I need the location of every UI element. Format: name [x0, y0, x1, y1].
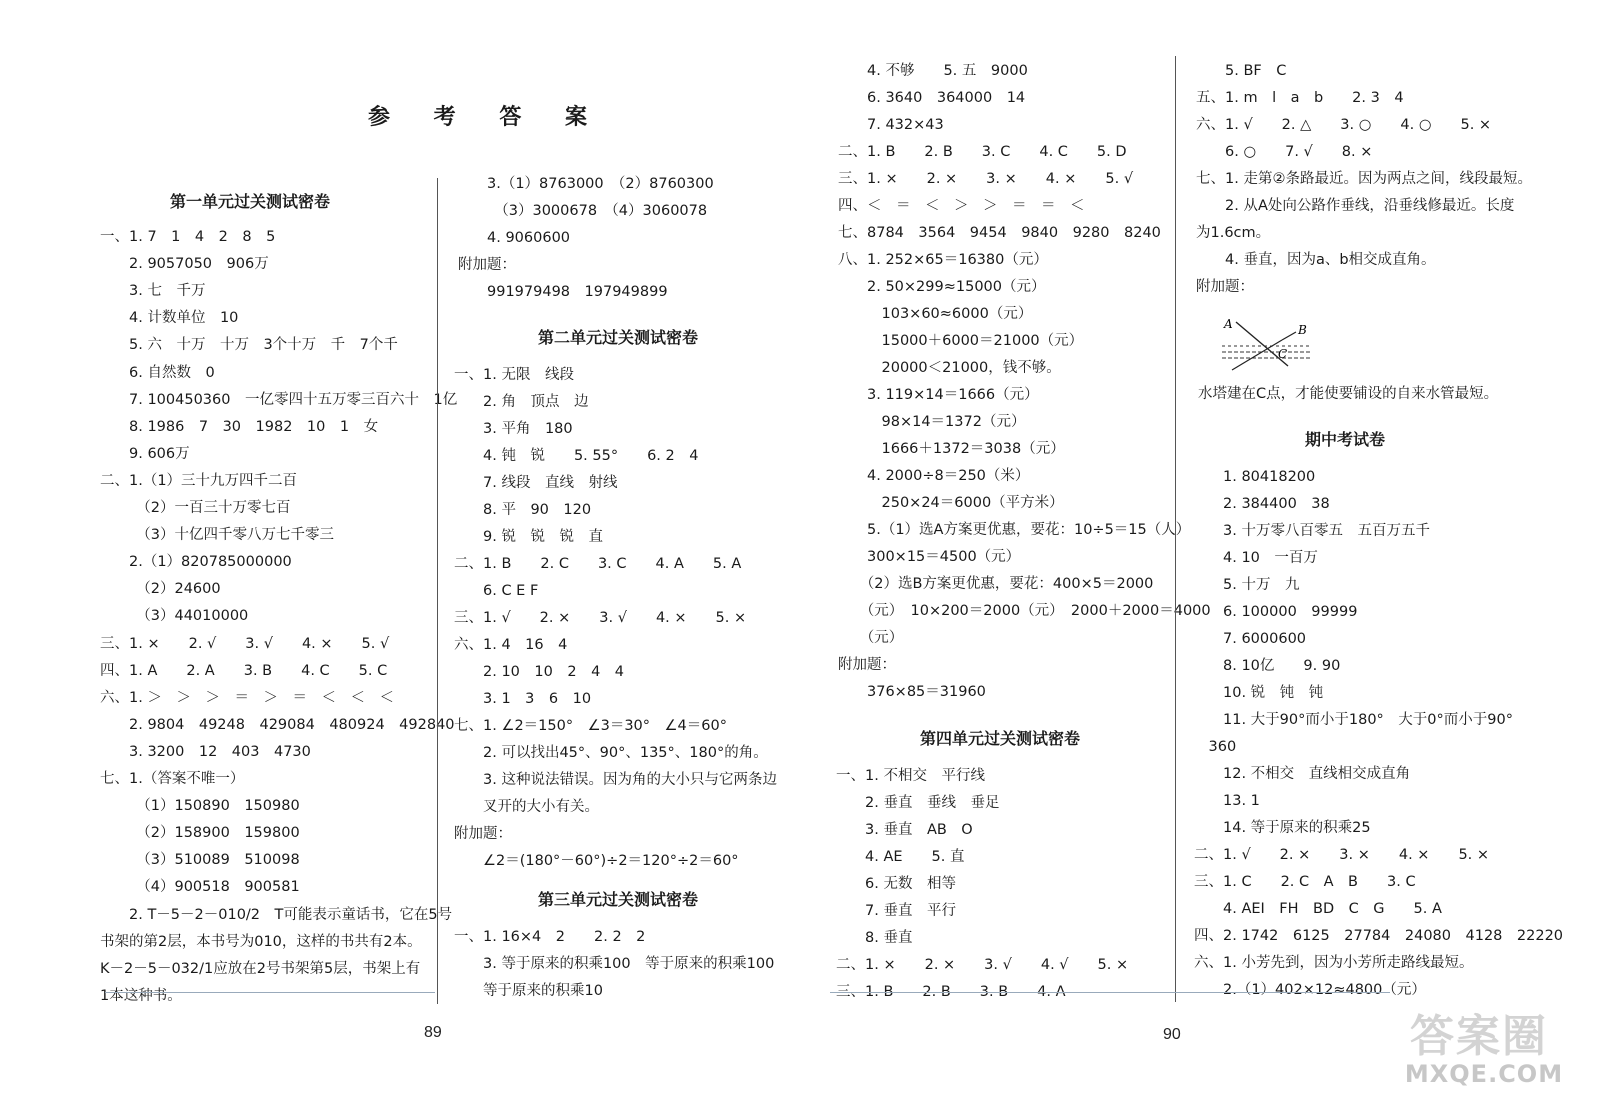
answer-line: 3.（1）8763000 （2）8760300	[458, 176, 714, 192]
answer-line: 7. 垂直 平行	[836, 903, 956, 919]
answer-line: （3）3000678 （4）3060078	[458, 203, 708, 219]
section-heading-midterm: 期中考试卷	[1304, 430, 1385, 449]
answer-line: 13. 1	[1194, 793, 1260, 809]
answer-line: 一、1. 7 1 4 2 8 5	[100, 229, 276, 245]
answer-line: （1）150890 150980	[100, 798, 300, 815]
answer-line: 2. 10 10 2 4 4	[454, 664, 625, 680]
answer-line: （3）44010000	[100, 608, 249, 625]
answer-line: 15000＋6000＝21000（元）	[838, 333, 1084, 349]
answer-line: 8. 10亿 9. 90	[1194, 658, 1341, 674]
answer-line: 二、1. B 2. B 3. C 4. C 5. D	[838, 144, 1127, 160]
answer-line: 4. 不够 5. 五 9000	[838, 63, 1028, 79]
figure-label-a: A	[1224, 318, 1233, 331]
watermark-logo	[1404, 1000, 1564, 1096]
answer-line: 一、1. 不相交 平行线	[836, 768, 985, 784]
answer-line: （2）选B方案更优惠，要花：400×5＝2000	[838, 576, 1154, 592]
watermark-logo-text: 答案圈	[1410, 1011, 1548, 1062]
answer-line: 六、1. 小芳先到，因为小芳所走路线最短。	[1194, 955, 1474, 971]
answer-line: 附加题：	[454, 826, 512, 842]
answer-line: 3. 十万零八百零五 五百万五千	[1194, 523, 1430, 539]
answer-line: 12. 不相交 直线相交成直角	[1194, 766, 1411, 782]
answer-line: 7. 432×43	[838, 117, 944, 133]
answer-line: 991979498 197949899	[458, 284, 668, 300]
answer-line: 书架的第2层，本书号为010，这样的书共有2本。	[100, 933, 422, 950]
answer-line: 6. 3640 364000 14	[838, 90, 1026, 106]
answer-line: 3. 七 千万	[100, 283, 206, 300]
answer-line: （4）900518 900581	[100, 879, 300, 896]
page-title: 参 考 答 案	[368, 105, 605, 130]
answer-line: 1本这种书。	[100, 987, 182, 1004]
answer-line: K－2－5－032/1应放在2号书架第5层，书架上有	[100, 960, 421, 977]
section-heading-unit3: 第三单元过关测试密卷	[537, 890, 698, 909]
answer-line: 5. 十万 九	[1194, 577, 1300, 593]
answer-line: 三、1. B 2. B 3. B 4. A	[836, 984, 1066, 1000]
answer-line: 三、1. × 2. × 3. × 4. × 5. √	[838, 171, 1134, 187]
answer-line: 3. 等于原来的积乘100 等于原来的积乘100	[454, 956, 775, 972]
answer-line: （3）510089 510098	[100, 852, 300, 869]
answer-line: 3. 垂直 AB O	[836, 822, 973, 838]
answer-line: 附加题：	[458, 257, 516, 273]
answer-line: 二、1. B 2. C 3. C 4. A 5. A	[454, 556, 742, 572]
answer-line: 2. 可以找出45°、90°、135°、180°的角。	[454, 745, 768, 761]
answer-line: 2.（1）402×12≈4800（元）	[1194, 982, 1426, 998]
answer-line: 103×60≈6000（元）	[838, 306, 1033, 322]
answer-line: 2.（1）820785000000	[100, 554, 292, 571]
answer-line: 8. 1986 7 30 1982 10 1 女	[100, 418, 379, 435]
answer-line: 三、1. √ 2. × 3. √ 4. × 5. ×	[454, 610, 747, 626]
footer-line-left	[105, 992, 435, 993]
answer-line: 6. 无数 相等	[836, 876, 956, 892]
answer-line: 三、1. × 2. √ 3. √ 4. × 5. √	[100, 635, 390, 652]
answer-line: 4. 计数单位 10	[100, 310, 239, 327]
answer-line: 98×14＝1372（元）	[838, 414, 1026, 430]
answer-line: 9. 锐 锐 锐 直	[454, 529, 603, 545]
answer-line: 300×15＝4500（元）	[838, 549, 1021, 565]
answer-line: 八、1. 252×65＝16380（元）	[838, 252, 1048, 268]
answer-line: 7. 100450360 一亿零四十五万零三百六十 1亿	[100, 391, 458, 408]
answer-line: 附加题：	[838, 657, 896, 673]
answer-line: 七、1. 走第②条路最近。因为两点之间，线段最短。	[1196, 171, 1532, 187]
answer-line: 4. 钝 锐 5. 55° 6. 2 4	[454, 448, 699, 464]
footer-line-right	[830, 992, 1390, 993]
answer-line: （元）	[838, 630, 904, 646]
answer-line: 六、1. √ 2. △ 3. ○ 4. ○ 5. ×	[1196, 117, 1492, 133]
answer-line: 3. 这种说法错误。因为角的大小只与它两条边	[454, 772, 777, 788]
answer-line: 9. 606万	[100, 445, 190, 462]
answer-line: 6. 自然数 0	[100, 364, 215, 381]
answer-line: （元） 10×200＝2000（元） 2000＋2000＝4000	[838, 603, 1211, 619]
answer-line: 6. C E F	[454, 583, 539, 599]
answer-line: 5. 六 十万 十万 3个十万 千 7个千	[100, 337, 398, 354]
answer-line: 1666＋1372＝3038（元）	[838, 441, 1065, 457]
answer-line: 7. 6000600	[1194, 631, 1307, 647]
figure-label-b: B	[1298, 323, 1307, 337]
answer-line: 一、1. 16×4 2 2. 2 2	[454, 929, 646, 945]
answer-line: 为1.6cm。	[1196, 225, 1271, 241]
answer-line: 8. 垂直	[836, 930, 913, 946]
column-divider	[437, 178, 438, 1004]
answer-line: 四、＜ ＝ ＜ ＞ ＞ ＝ ＝ ＜	[838, 198, 1085, 214]
answer-line: 4. 垂直，因为a、b相交成直角。	[1196, 252, 1436, 268]
answer-line: 14. 等于原来的积乘25	[1194, 820, 1371, 836]
answer-line: 五、1. m l a b 2. 3 4	[1196, 90, 1404, 106]
section-heading-unit1: 第一单元过关测试密卷	[169, 192, 330, 211]
answer-line: 七、1. ∠2＝150° ∠3＝30° ∠4＝60°	[454, 718, 727, 734]
answer-line: 4. AE 5. 直	[836, 849, 965, 865]
section-heading-unit2: 第二单元过关测试密卷	[537, 328, 698, 347]
answer-line: 6. ○ 7. √ 8. ×	[1196, 144, 1373, 160]
answer-line: 4. 2000÷8＝250（米）	[838, 468, 1030, 484]
answer-line: 360	[1194, 739, 1237, 755]
answer-line: 六、1. ＞ ＞ ＞ ＝ ＞ ＝ ＜ ＜ ＜	[100, 689, 394, 706]
answer-line: 2. 50×299≈15000（元）	[838, 279, 1046, 295]
answer-line: 四、2. 1742 6125 27784 24080 4128 22220	[1194, 928, 1564, 944]
answer-line: 等于原来的积乘10	[454, 983, 603, 999]
section-heading-unit4: 第四单元过关测试密卷	[919, 729, 1080, 748]
answer-line: 三、1. C 2. C A B 3. C	[1194, 874, 1416, 890]
answer-line: 3. 1 3 6 10	[454, 691, 592, 707]
answer-line: （3）十亿四千零八万七千零三	[100, 527, 334, 544]
answer-line: 20000＜21000，钱不够。	[838, 360, 1061, 376]
answer-line: （2）24600	[100, 581, 221, 598]
answer-line: 5. BF C	[1196, 63, 1287, 79]
answer-line: 376×85＝31960	[838, 684, 986, 700]
answer-line: 叉开的大小有关。	[454, 799, 599, 815]
answer-line: 2. 从A处向公路作垂线，沿垂线修最近。长度	[1196, 198, 1515, 214]
answer-line: 2. 9804 49248 429084 480924 492840	[100, 716, 455, 733]
answer-line: 七、1.（答案不唯一）	[100, 771, 245, 787]
page-number-left: 89	[424, 1024, 442, 1041]
answer-line: 5.（1）选A方案更优惠，要花：10÷5＝15（人）	[838, 522, 1191, 538]
answer-line: 6. 100000 99999	[1194, 604, 1358, 620]
figure-label-c: C	[1278, 347, 1288, 361]
answer-line: 250×24＝6000（平方米）	[838, 495, 1064, 511]
watermark-site: MXQE.COM	[1404, 1060, 1564, 1088]
answer-line: 7. 线段 直线 射线	[454, 475, 618, 491]
answer-line: 10. 锐 钝 钝	[1194, 685, 1324, 701]
column-divider	[1175, 56, 1176, 1002]
figure-answer: 水塔建在C点，才能使要铺设的自来水管最短。	[1198, 386, 1499, 402]
answer-line: 2. 384400 38	[1194, 496, 1330, 512]
answer-line: 4. 10 一百万	[1194, 550, 1318, 566]
answer-line: 4. 9060600	[458, 230, 571, 246]
answer-line: 8. 平 90 120	[454, 502, 592, 518]
answer-line: 2. 9057050 906万	[100, 256, 269, 273]
answer-line: 3. 119×14＝1666（元）	[838, 387, 1039, 403]
answer-line: 1. 80418200	[1194, 469, 1316, 485]
answer-line: 七、8784 3564 9454 9840 9280 8240	[838, 225, 1161, 241]
answer-line: 2. T－5－2－010/2 T可能表示童话书，它在5号	[100, 906, 453, 923]
extra-question-figure	[1218, 318, 1314, 374]
answer-line: 2. 垂直 垂线 垂足	[836, 795, 1000, 811]
answer-line: 六、1. 4 16 4	[454, 637, 568, 653]
answer-line: ∠2＝(180°－60°)÷2＝120°÷2＝60°	[454, 853, 739, 869]
answer-line: （2）一百三十万零七百	[100, 500, 291, 516]
answer-line: 四、1. A 2. A 3. B 4. C 5. C	[100, 662, 388, 679]
answer-line: 二、1. × 2. × 3. √ 4. √ 5. ×	[836, 957, 1129, 973]
answer-line: 11. 大于90°而小于180° 大于0°而小于90°	[1194, 712, 1513, 728]
answer-line: 二、1. √ 2. × 3. × 4. × 5. ×	[1194, 847, 1490, 863]
answer-line: 4. AEI FH BD C G 5. A	[1194, 901, 1442, 917]
answer-line: 2. 角 顶点 边	[454, 394, 589, 410]
answer-line: 3. 3200 12 403 4730	[100, 743, 311, 760]
answer-line: 二、1.（1）三十九万四千二百	[100, 472, 298, 489]
page-number-right: 90	[1163, 1026, 1181, 1043]
answer-line: 附加题：	[1196, 279, 1254, 295]
answer-line: 3. 平角 180	[454, 421, 573, 437]
answer-line: （2）158900 159800	[100, 825, 300, 842]
answer-line: 一、1. 无限 线段	[454, 367, 574, 383]
